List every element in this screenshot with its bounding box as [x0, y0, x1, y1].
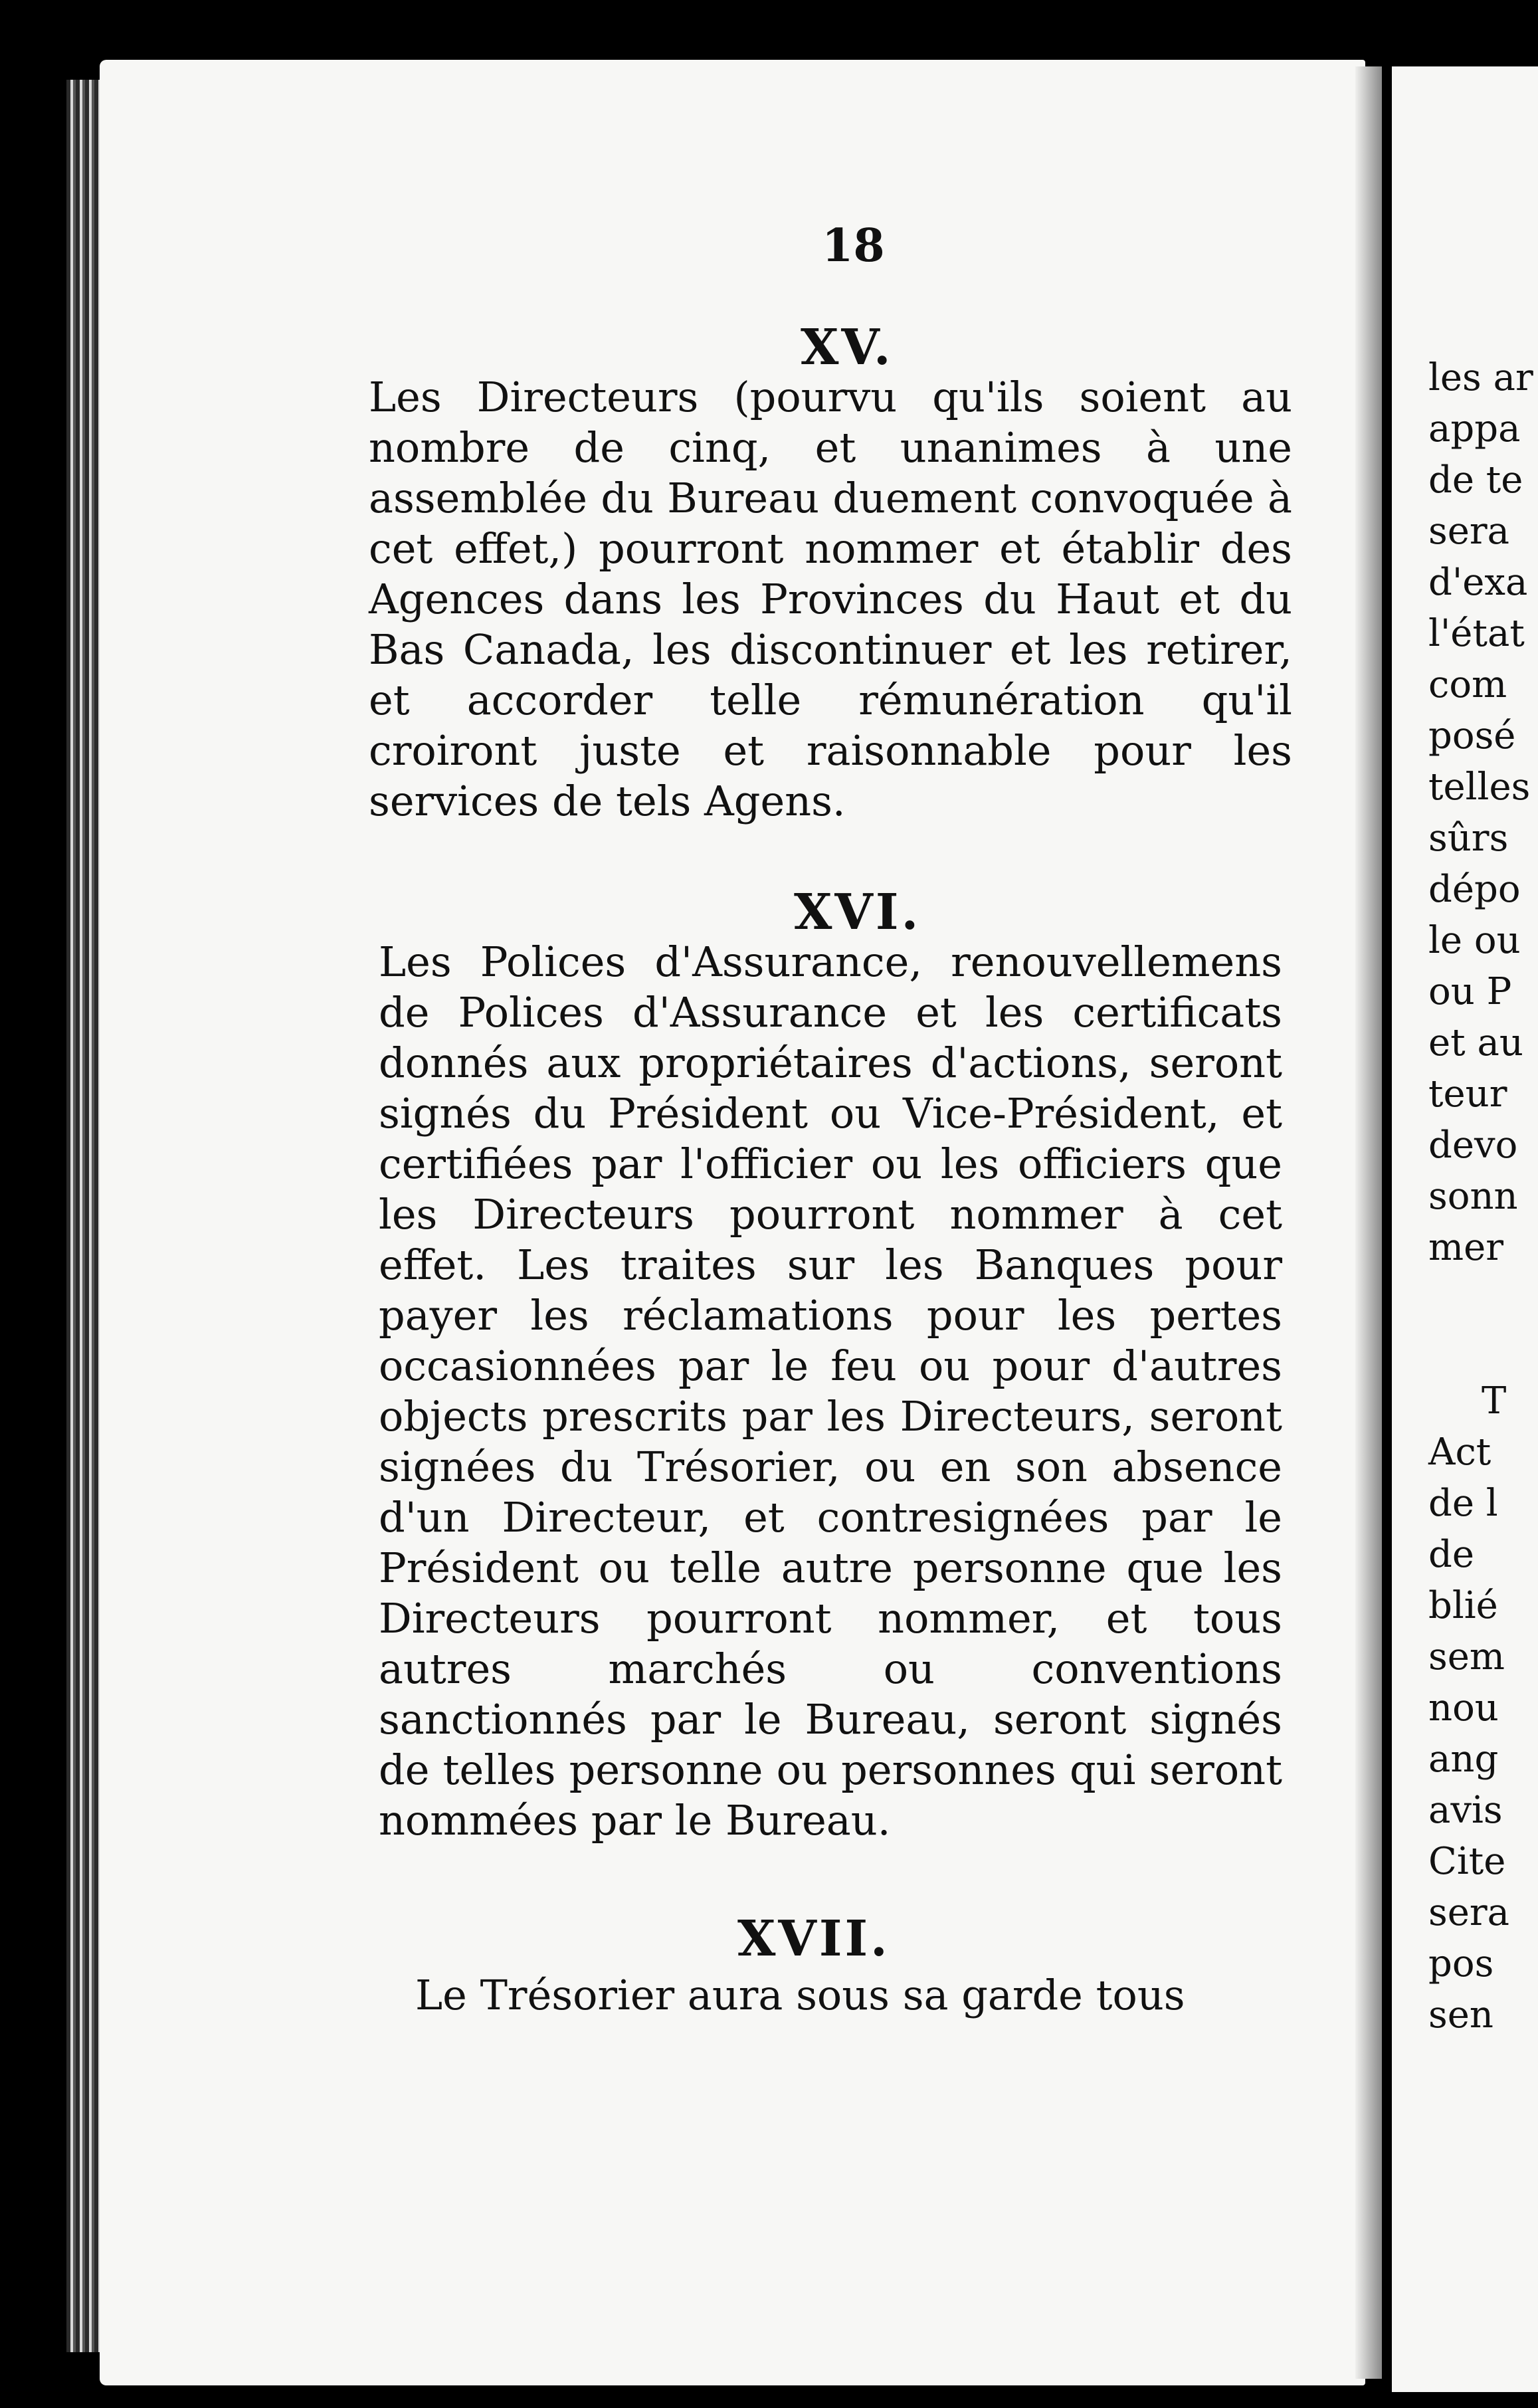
facing-line: appa — [1428, 407, 1521, 451]
facing-line: les ar — [1428, 356, 1533, 399]
section-heading-xvi: XVI. — [794, 884, 921, 941]
facing-line: telles — [1428, 765, 1531, 809]
facing-line: l'état — [1428, 612, 1525, 655]
facing-line: nou — [1428, 1686, 1499, 1730]
facing-line: sen — [1428, 1993, 1493, 2037]
section-text-xvii: Le Trésorier aura sous sa garde tous — [415, 1971, 1185, 2019]
facing-page-text-bottom — [1428, 1375, 1509, 2041]
facing-line: Cite — [1428, 1840, 1506, 1883]
facing-line: mer — [1428, 1226, 1504, 1269]
facing-line: sem — [1428, 1635, 1505, 1678]
facing-line: dépo — [1428, 868, 1521, 911]
facing-line: de te — [1428, 458, 1523, 502]
facing-line: sera — [1428, 1891, 1510, 1934]
facing-line: com — [1428, 663, 1507, 706]
facing-line: ou P — [1428, 970, 1512, 1013]
facing-line: blié — [1428, 1584, 1498, 1627]
facing-line: posé — [1428, 714, 1516, 757]
page-number: 18 — [822, 219, 885, 272]
facing-line: T — [1482, 1379, 1507, 1423]
section-heading-xvii: XVII. — [737, 1910, 890, 1967]
facing-line: sûrs — [1428, 817, 1509, 860]
facing-line: devo — [1428, 1124, 1518, 1167]
facing-line: avis — [1428, 1789, 1503, 1832]
facing-line: pos — [1428, 1942, 1494, 1985]
facing-line: sera — [1428, 510, 1510, 553]
section-text-xvi: Les Polices d'Assurance, renouvellemens de Polices d'Assurance et les certificats donnés aux propriétaires d'actions, seront signés du Président ou Vice-Président, et certifiées par l'officier ou les officiers que les Directeurs pourront nommer à cet effet. Les traites sur les Banques pour payer les réclamations pour les pertes occasionnées par le feu ou pour d'autres objects prescrits par les Directeurs, seront signées du Trésorier, ou en son absence d'un Directeur, et contresignées par le Président ou telle autre personne que les Directeurs pourront nommer, et tous autres marchés ou conventions sanctionnés par le Bureau, seront signés de telles personne ou personnes qui seront nommées par le Bureau. — [379, 938, 1282, 1845]
facing-page-text-top — [1428, 352, 1533, 1273]
book-gutter — [1355, 66, 1382, 2379]
facing-line: de l — [1428, 1482, 1498, 1525]
facing-line: de — [1428, 1533, 1474, 1576]
facing-line: sonn — [1428, 1175, 1518, 1218]
section-text-xv: Les Directeurs (pourvu qu'ils soient au nombre de cinq, et unanimes à une assemblée du Bureau duement convoquée à cet effet,) pourront nommer et établir des Agences dans les Provinces du Haut et du Bas Canada, les discontinuer et les retirer, et accorder telle rémunération qu'il croiront juste et raisonnable pour les services de tels Agens. — [369, 373, 1292, 825]
section-heading-xv: XV. — [801, 319, 894, 376]
facing-line: d'exa — [1428, 561, 1528, 604]
facing-line: Act — [1428, 1431, 1491, 1474]
facing-line: ang — [1428, 1738, 1499, 1781]
facing-line: le ou — [1428, 919, 1521, 962]
facing-line: et au — [1428, 1021, 1523, 1064]
facing-line: teur — [1428, 1072, 1507, 1116]
